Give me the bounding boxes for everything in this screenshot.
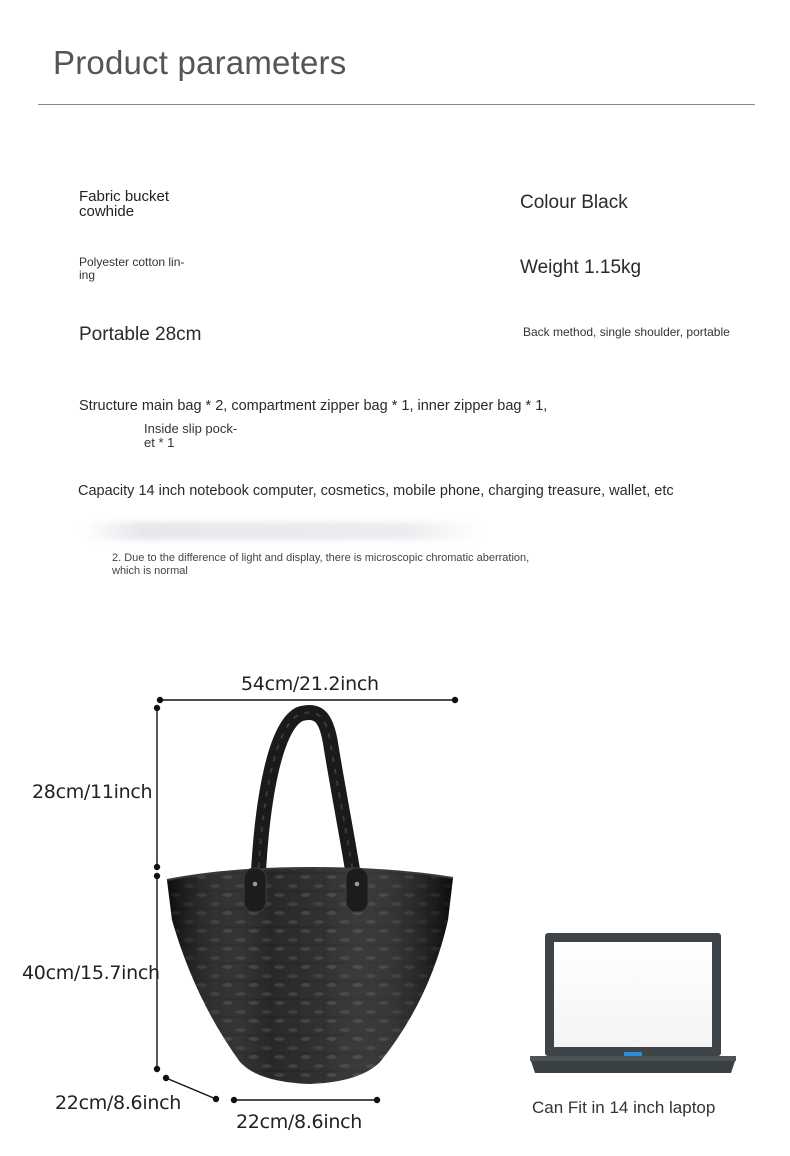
- param-lining-line2: ing: [79, 268, 96, 282]
- param-lining-line1: Polyester cotton lin-: [79, 255, 185, 269]
- param-weight: Weight 1.15kg: [520, 257, 642, 278]
- param-structure-line2: Inside slip pock-: [144, 421, 238, 436]
- param-structure-line1: Structure main bag * 2, compartment zipper bag * 1, inner zipper bag * 1,: [79, 398, 548, 414]
- param-capacity: Capacity 14 inch notebook computer, cosmetics, mobile phone, charging treasure, wallet, etc: [78, 483, 674, 499]
- dim-base-width: 22cm/8.6inch: [236, 1111, 362, 1133]
- laptop-icon: [530, 933, 736, 1073]
- dim-width-top: 54cm/21.2inch: [241, 673, 379, 695]
- laptop-caption: Can Fit in 14 inch laptop: [532, 1098, 716, 1117]
- param-structure-line3: et * 1: [144, 435, 175, 450]
- dim-body-height: 40cm/15.7inch: [22, 962, 160, 984]
- param-note-line2: which is normal: [112, 565, 188, 577]
- param-fabric-line1: Fabric bucket: [79, 188, 170, 205]
- param-colour: Colour Black: [520, 192, 628, 213]
- param-back-method: Back method, single shoulder, portable: [523, 325, 730, 339]
- page-title: Product parameters: [53, 44, 347, 81]
- bag-illustration: [167, 712, 453, 1084]
- param-fabric-line2: cowhide: [79, 203, 135, 220]
- dim-handle-height: 28cm/11inch: [32, 781, 153, 803]
- dim-depth: 22cm/8.6inch: [55, 1092, 181, 1114]
- param-note-line1: 2. Due to the difference of light and display, there is microscopic chromatic aberration,: [112, 552, 530, 564]
- param-portable: Portable 28cm: [79, 324, 202, 345]
